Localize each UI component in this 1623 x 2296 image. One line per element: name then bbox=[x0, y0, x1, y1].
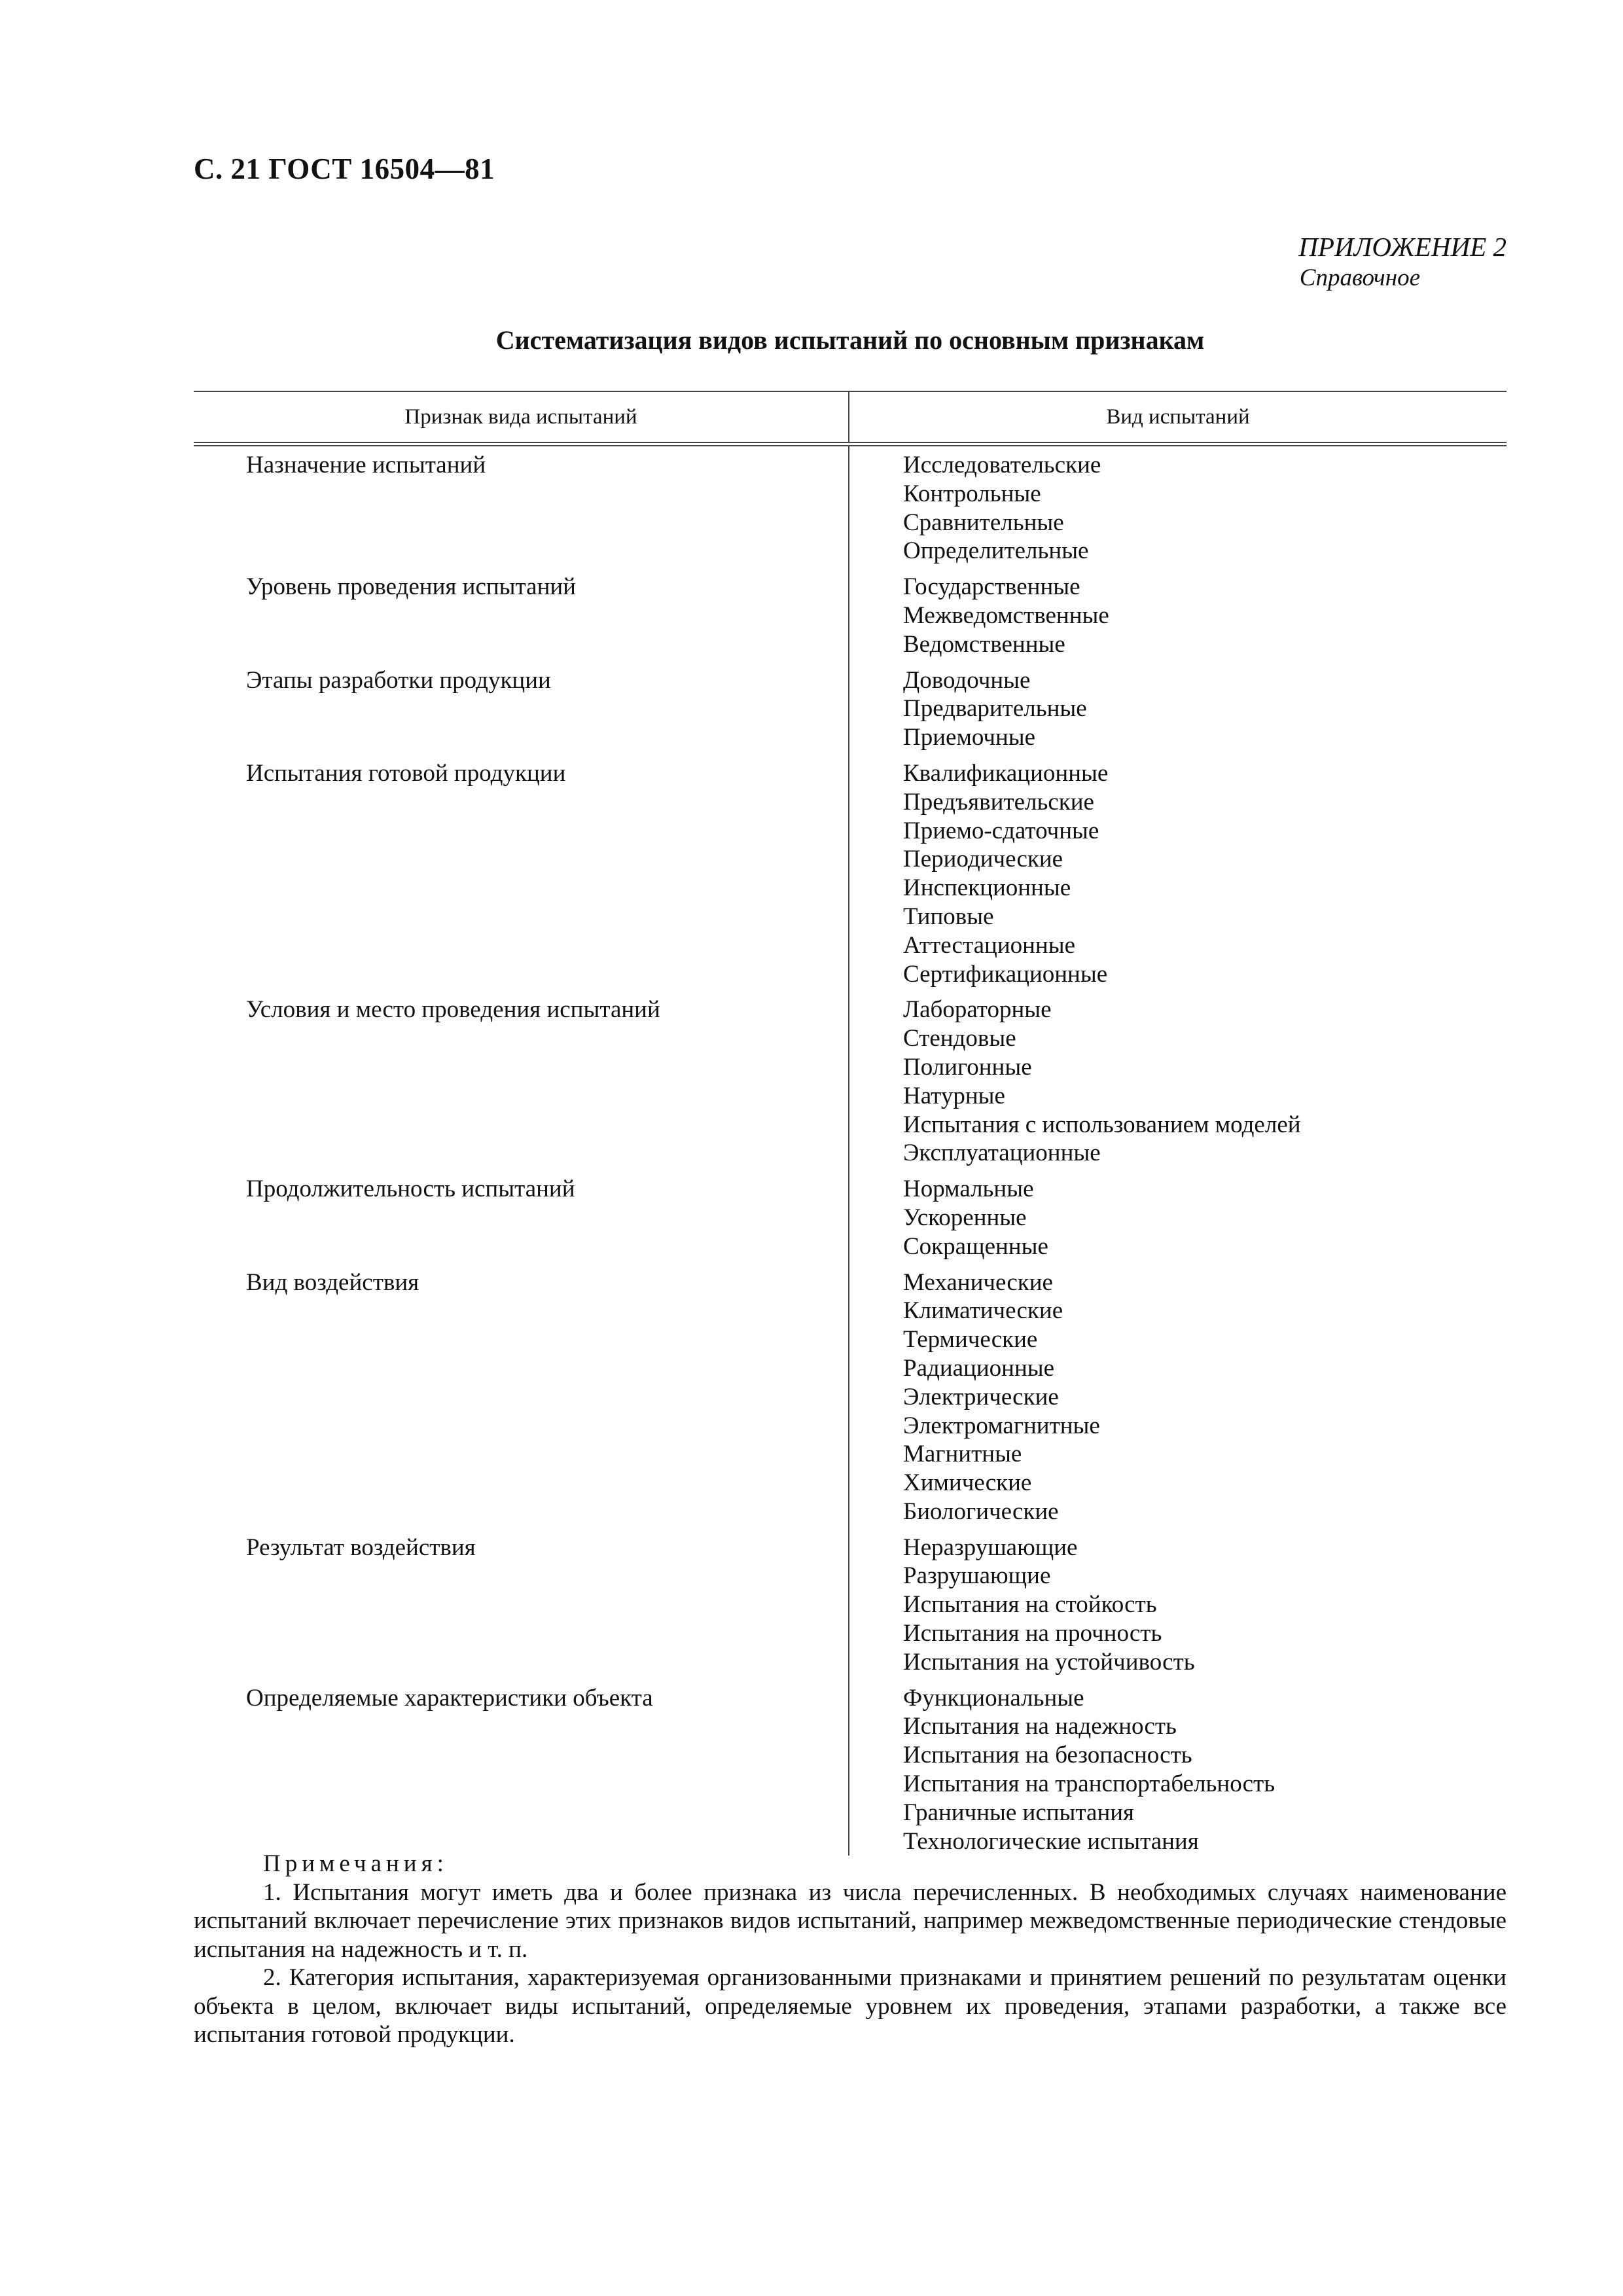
table-row bbox=[194, 1534, 1507, 1677]
appendix-block bbox=[1114, 230, 1507, 293]
feature-cell: Продолжительность испытаний bbox=[246, 1175, 575, 1203]
table-row bbox=[194, 1175, 1507, 1261]
test-kind: Испытания с использованием моделей bbox=[903, 1111, 1301, 1138]
header-feature: Признак вида испытаний bbox=[194, 392, 849, 442]
test-kind: Механические bbox=[903, 1268, 1053, 1296]
test-kind: Сравнительные bbox=[903, 509, 1064, 536]
test-kind: Полигонные bbox=[903, 1053, 1032, 1081]
test-kind: Межведомственные bbox=[903, 601, 1109, 629]
table-row bbox=[194, 451, 1507, 565]
table-row bbox=[194, 759, 1507, 988]
note-2: 2. Категория испытания, характеризуемая организованными признаками и принятием решений по результатам оценки объекта в целом, включает виды испытаний, определяемые уровнем их проведения, этапами разработки, а также все испытания готовой продукции. bbox=[194, 1964, 1507, 2048]
feature-cell: Испытания готовой продукции bbox=[246, 759, 566, 787]
table-row bbox=[194, 1684, 1507, 1856]
appendix-subtitle: Справочное bbox=[1299, 264, 1420, 291]
test-kind: Государственные bbox=[903, 573, 1080, 601]
test-kind: Магнитные bbox=[903, 1441, 1022, 1468]
kinds-cell bbox=[848, 1175, 1048, 1261]
test-kind: Инспекционные bbox=[903, 874, 1071, 902]
test-kind: Испытания на транспортабельность bbox=[903, 1770, 1275, 1798]
table-row bbox=[194, 1268, 1507, 1526]
kinds-cell bbox=[848, 759, 1108, 988]
header-double-rule bbox=[194, 442, 1507, 446]
note-1: 1. Испытания могут иметь два и более признака из числа перечисленных. В необходимых случаях наименование испытаний включает перечисление этих признаков видов испытаний, например межведомственные периодические стендовые испытания на надежность и т. п. bbox=[194, 1878, 1507, 1963]
kinds-cell bbox=[848, 451, 1101, 565]
test-kind: Испытания на безопасность bbox=[903, 1742, 1192, 1769]
feature-cell: Определяемые характеристики объекта bbox=[246, 1684, 653, 1712]
test-kind: Исследовательские bbox=[903, 452, 1101, 478]
test-kind: Химические bbox=[903, 1469, 1032, 1497]
test-kind: Испытания на надежность bbox=[903, 1713, 1177, 1740]
feature-cell: Этапы разработки продукции bbox=[246, 666, 551, 694]
test-kind: Разрушающие bbox=[903, 1562, 1051, 1590]
kinds-cell bbox=[848, 666, 1087, 752]
notes-title: Примечания: bbox=[263, 1850, 448, 1877]
test-kind: Ведомственные bbox=[903, 630, 1065, 658]
test-kind: Ускоренные bbox=[903, 1204, 1027, 1231]
page-header: С. 21 ГОСТ 16504—81 bbox=[194, 152, 495, 185]
test-kind: Приемочные bbox=[903, 724, 1036, 751]
kinds-cell bbox=[848, 1684, 1275, 1856]
kinds-cell bbox=[848, 1268, 1100, 1526]
test-kind: Граничные испытания bbox=[903, 1799, 1135, 1826]
header-kind: Вид испытаний bbox=[1106, 404, 1250, 429]
test-kind: Лабораторные bbox=[903, 996, 1052, 1024]
test-kind: Приемо-сдаточные bbox=[903, 817, 1099, 844]
table-row bbox=[194, 666, 1507, 752]
test-kind: Электромагнитные bbox=[903, 1412, 1100, 1439]
test-kind: Аттестационные bbox=[903, 931, 1076, 959]
feature-cell: Уровень проведения испытаний bbox=[246, 573, 576, 601]
test-kind: Определительные bbox=[903, 537, 1089, 565]
kinds-cell bbox=[848, 996, 1301, 1168]
test-kind: Контрольные bbox=[903, 480, 1041, 507]
kinds-cell bbox=[848, 1534, 1195, 1677]
test-kind: Стендовые bbox=[903, 1025, 1016, 1052]
table-row bbox=[194, 996, 1507, 1168]
test-kind: Технологические испытания bbox=[903, 1827, 1199, 1855]
test-kind: Испытания на устойчивость bbox=[903, 1648, 1195, 1676]
test-kind: Термические bbox=[903, 1326, 1038, 1354]
test-kind: Электрические bbox=[903, 1383, 1059, 1410]
appendix-title: ПРИЛОЖЕНИЕ 2 bbox=[1298, 232, 1507, 262]
test-kind: Доводочные bbox=[903, 666, 1031, 694]
table-header-row bbox=[194, 391, 1507, 442]
table-body bbox=[194, 446, 1507, 1856]
test-kind: Предъявительские bbox=[903, 788, 1094, 816]
feature-cell: Вид воздействия bbox=[246, 1268, 419, 1296]
feature-cell: Результат воздействия bbox=[246, 1534, 476, 1561]
test-kind: Эксплуатационные bbox=[903, 1139, 1101, 1167]
notes-section bbox=[194, 1850, 1507, 2049]
test-kind: Натурные bbox=[903, 1082, 1005, 1109]
test-kind: Предварительные bbox=[903, 695, 1087, 723]
feature-cell: Условия и место проведения испытаний bbox=[246, 996, 660, 1024]
test-kind: Сертификационные bbox=[903, 960, 1108, 988]
kinds-cell bbox=[848, 573, 1109, 658]
test-kind: Нормальные bbox=[903, 1175, 1034, 1203]
test-kind: Биологические bbox=[903, 1498, 1059, 1525]
test-kind: Климатические bbox=[903, 1297, 1063, 1325]
document-title: Систематизация видов испытаний по основным признакам bbox=[495, 325, 1205, 355]
test-kind: Сокращенные bbox=[903, 1232, 1048, 1260]
test-kind: Испытания на прочность bbox=[903, 1620, 1162, 1647]
test-kind: Функциональные bbox=[903, 1684, 1084, 1712]
feature-cell: Назначение испытаний bbox=[246, 452, 486, 478]
test-kind: Испытания на стойкость bbox=[903, 1591, 1157, 1619]
test-kind: Типовые bbox=[903, 903, 994, 930]
test-kind: Квалификационные bbox=[903, 759, 1109, 787]
test-kind: Периодические bbox=[903, 846, 1063, 873]
test-types-table bbox=[194, 391, 1507, 1863]
table-row bbox=[194, 573, 1507, 658]
test-kind: Радиационные bbox=[903, 1354, 1055, 1382]
test-kind: Неразрушающие bbox=[903, 1534, 1078, 1561]
